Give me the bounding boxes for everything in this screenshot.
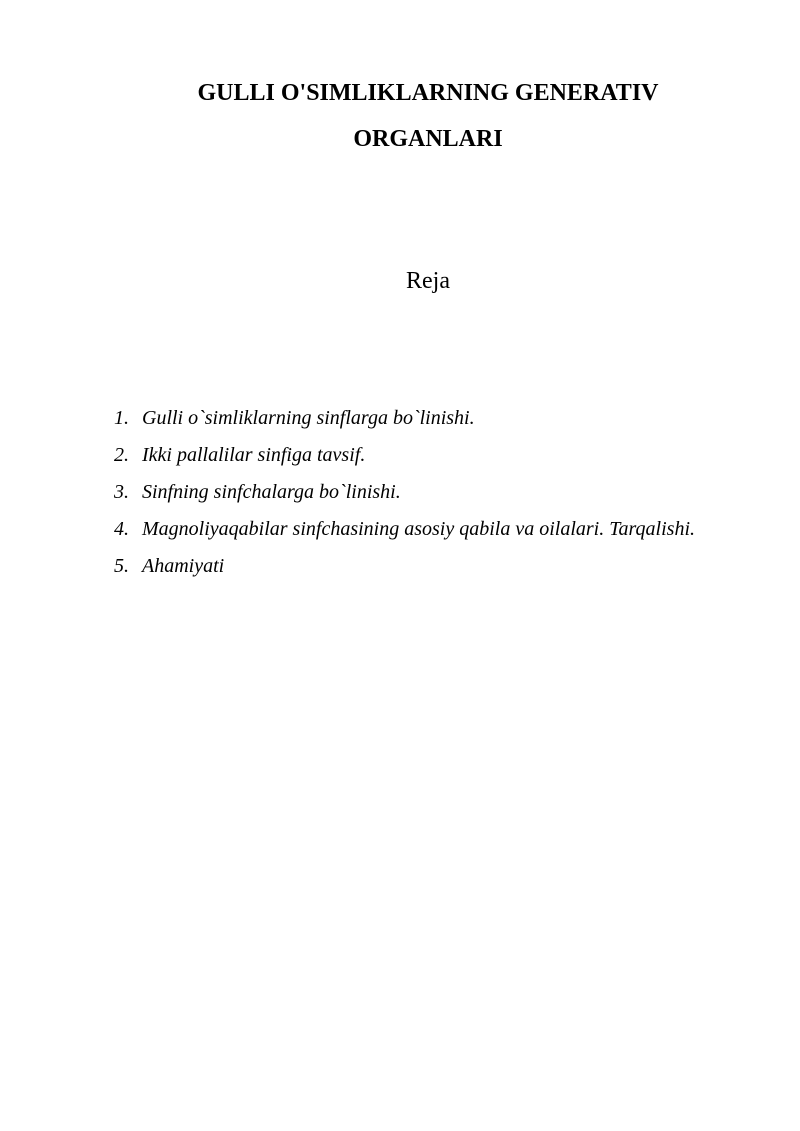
plan-heading: Reja — [406, 268, 450, 294]
document-title-line-1: GULLI O'SIMLIKLARNING GENERATIV — [197, 80, 659, 106]
plan-item-number: 1. — [114, 407, 129, 429]
plan-item-text: Sinfning sinfchalarga bo`linishi. — [142, 481, 401, 503]
plan-item-text: Magnoliyaqabilar sinfchasining asosiy qabila va oilalari. Tarqalishi. — [142, 518, 695, 540]
plan-item-number: 5. — [114, 555, 129, 577]
plan-item-text: Gulli o`simliklarning sinflarga bo`linishi. — [142, 407, 475, 429]
plan-item-number: 2. — [114, 444, 129, 466]
plan-item-text: Ahamiyati — [142, 555, 225, 577]
document-title-line-2: ORGANLARI — [353, 126, 503, 152]
plan-item-text: Ikki pallalilar sinfiga tavsif. — [142, 444, 366, 466]
plan-item-number: 3. — [114, 481, 129, 503]
plan-item-number: 4. — [114, 518, 129, 540]
